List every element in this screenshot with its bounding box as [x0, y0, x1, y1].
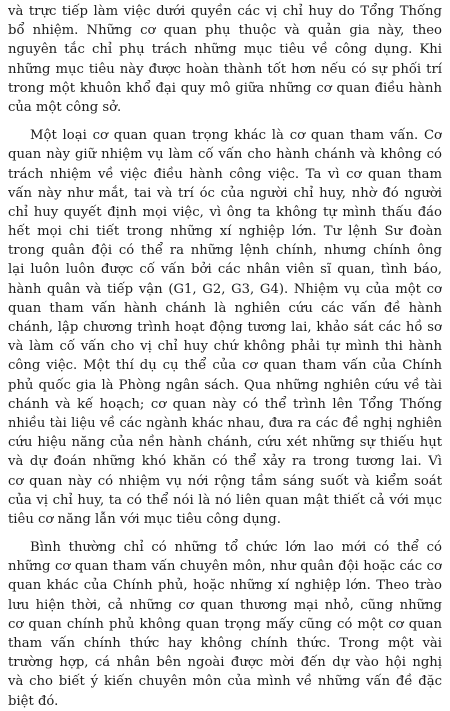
text-line: trách nhiệm về việc điều hành công việc. Ta vì cơ quan tham	[8, 166, 442, 182]
text-line: cứu hiệu năng của nền hành chánh, cứu xét những sự thiếu hụt	[8, 435, 442, 451]
text-line: của vị chỉ huy, ta có thể nói là nó liên quan mật thiết cả với mục	[8, 492, 442, 508]
text-line: nguyên tắc chỉ phụ trách những mục tiêu về công dụng. Khi	[8, 42, 442, 58]
text-line: và làm cố vấn cho vị chỉ huy chứ không phải tự mình thi hành	[8, 339, 442, 355]
text-line: và dự đoán những khó khăn có thể xảy ra trong tương lai. Vì	[8, 454, 442, 470]
paragraph-1	[8, 2, 442, 117]
text-line: tham vấn chính thức hay không chính thức. Trong một vài	[8, 636, 442, 651]
paragraph-3	[8, 538, 442, 711]
text-line: hết mọi chi tiết trong những xí nghiệp lớn. Tư lệnh Sư đoàn	[8, 224, 442, 240]
text-line: quan này giữ nhiệm vụ làm cố vấn cho hành chánh và không có	[8, 147, 442, 163]
text-line: phủ quốc gia là Phòng ngân sách. Qua những nghiên cứu về tài	[8, 377, 442, 393]
text-line: Bình thường chỉ có những tổ chức lớn lao mới có thể có	[30, 540, 442, 556]
text-line: trường hợp, cá nhân bên ngoài được mời đến dự vào hội nghị	[8, 655, 442, 671]
text-line: lưu hiện thời, cả những cơ quan thương mại nhỏ, cũng những	[8, 597, 442, 613]
text-line: chỉ huy quyết định mọi việc, vì ông ta không tự mình thấu đáo	[8, 204, 442, 220]
text-line: chánh, lập chương trình hoạt động tương lai, khảo sát các hồ sơ	[8, 320, 442, 335]
text-line: quan khác của Chính phủ, hoặc những xí nghiệp lớn. Theo trào	[8, 578, 442, 594]
text-line: nhiều tài liệu về các ngành khác nhau, đưa ra các đề nghị nghiên	[8, 415, 442, 431]
text-line: những mục tiêu này được hoàn thành tốt hơn nếu có sự phối trí	[8, 61, 442, 77]
text-line: và cho biết ý kiến chuyên môn của mình về những vấn đề đặc	[8, 674, 442, 690]
text-line: và trực tiếp làm việc dưới quyền các vị chỉ huy do Tổng Thống	[8, 4, 442, 19]
text-line: trong quân đội có thể ra những lệnh chính, nhưng chính ông	[8, 243, 442, 259]
text-line: bổ nhiệm. Những cơ quan phụ thuộc và quản gia này, theo	[8, 23, 442, 39]
text-line: cơ quan chính phủ không quan trọng mấy cũng có một cơ quan	[8, 616, 442, 632]
text-line: những cơ quan tham vấn chuyên môn, như quân đội hoặc các cơ	[8, 559, 442, 575]
text-line: Một loại cơ quan quan trọng khác là cơ quan tham vấn. Cơ	[30, 128, 442, 144]
text-line: tiêu cơ năng lẫn với mục tiêu công dụng.	[8, 511, 281, 527]
text-line: trong một khuôn khổ đại quy mô giữa những cơ quan điều hành	[8, 80, 442, 96]
text-line: lại luôn luôn được cố vấn bởi các nhân viên sĩ quan, tình báo,	[8, 262, 442, 278]
text-line: cơ quan này có nhiệm vụ nới rộng tầm sáng suốt và kiểm soát	[8, 473, 442, 489]
text-line: chánh và kế hoạch; cơ quan này có thể trình lên Tổng Thống	[8, 396, 442, 412]
text-line: vấn này như mắt, tai và trí óc của người chỉ huy, nhờ đó người	[8, 185, 442, 201]
text-line: công việc. Một thí dụ cụ thể của cơ quan tham vấn của Chính	[8, 358, 442, 374]
text-line: của một công sở.	[8, 99, 122, 115]
text-line: biệt đó.	[8, 693, 59, 709]
text-line: hành quân và tiếp vận (G1, G2, G3, G4). Nhiệm vụ của một cơ	[8, 281, 442, 297]
text-line: quan tham vấn hành chánh là nghiên cứu các vấn đề hành	[8, 300, 442, 316]
paragraph-2	[8, 126, 442, 529]
